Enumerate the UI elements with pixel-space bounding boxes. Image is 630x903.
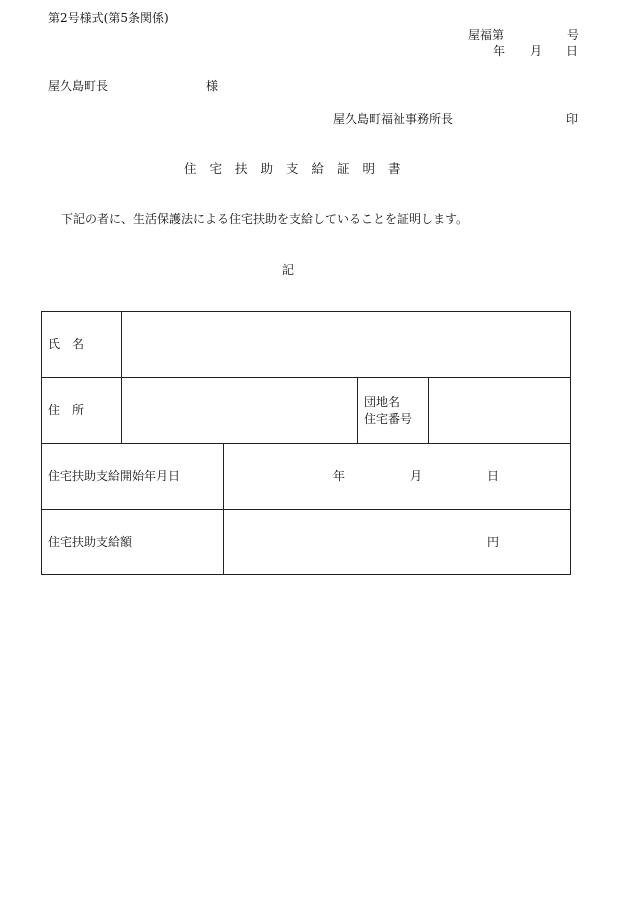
name-label: 氏 名: [48, 337, 85, 351]
issuer-name: 屋久島町福祉事務所長: [333, 112, 454, 126]
address-label: 住 所: [48, 403, 85, 417]
table-row-divider: [41, 443, 571, 444]
start-date-year: 年: [333, 469, 346, 483]
amount-label: 住宅扶助支給額: [48, 535, 133, 549]
date-day: 日: [566, 44, 579, 58]
ki-mark: 記: [282, 263, 295, 277]
complex-name-label: 団地名: [364, 395, 401, 409]
table-column-divider: [357, 377, 358, 443]
certification-statement: 下記の者に、生活保護法による住宅扶助を支給していることを証明します。: [61, 212, 469, 226]
table-column-divider: [428, 377, 429, 443]
address-field[interactable]: [123, 379, 355, 441]
date-month: 月: [530, 44, 543, 58]
start-date-day: 日: [487, 469, 500, 483]
issuer-seal: 印: [566, 112, 579, 126]
housing-number-label: 住宅番号: [364, 412, 413, 426]
table-column-divider: [223, 443, 224, 575]
name-field[interactable]: [123, 313, 569, 375]
complex-housing-field[interactable]: [430, 379, 569, 441]
table-column-divider: [121, 311, 122, 443]
start-date-label: 住宅扶助支給開始年月日: [48, 469, 181, 483]
amount-yen: 円: [487, 535, 500, 549]
date-year: 年: [493, 44, 506, 58]
addressee-name: 屋久島町長: [48, 79, 109, 93]
document-title: 住宅扶助支給証明書: [184, 161, 414, 176]
reference-suffix: 号: [567, 28, 580, 42]
reference-prefix: 屋福第: [468, 28, 505, 42]
addressee-honorific: 様: [206, 79, 219, 93]
table-row-divider: [41, 509, 571, 510]
form-number: 第2号様式(第5条関係): [48, 11, 169, 25]
start-date-month: 月: [410, 469, 423, 483]
